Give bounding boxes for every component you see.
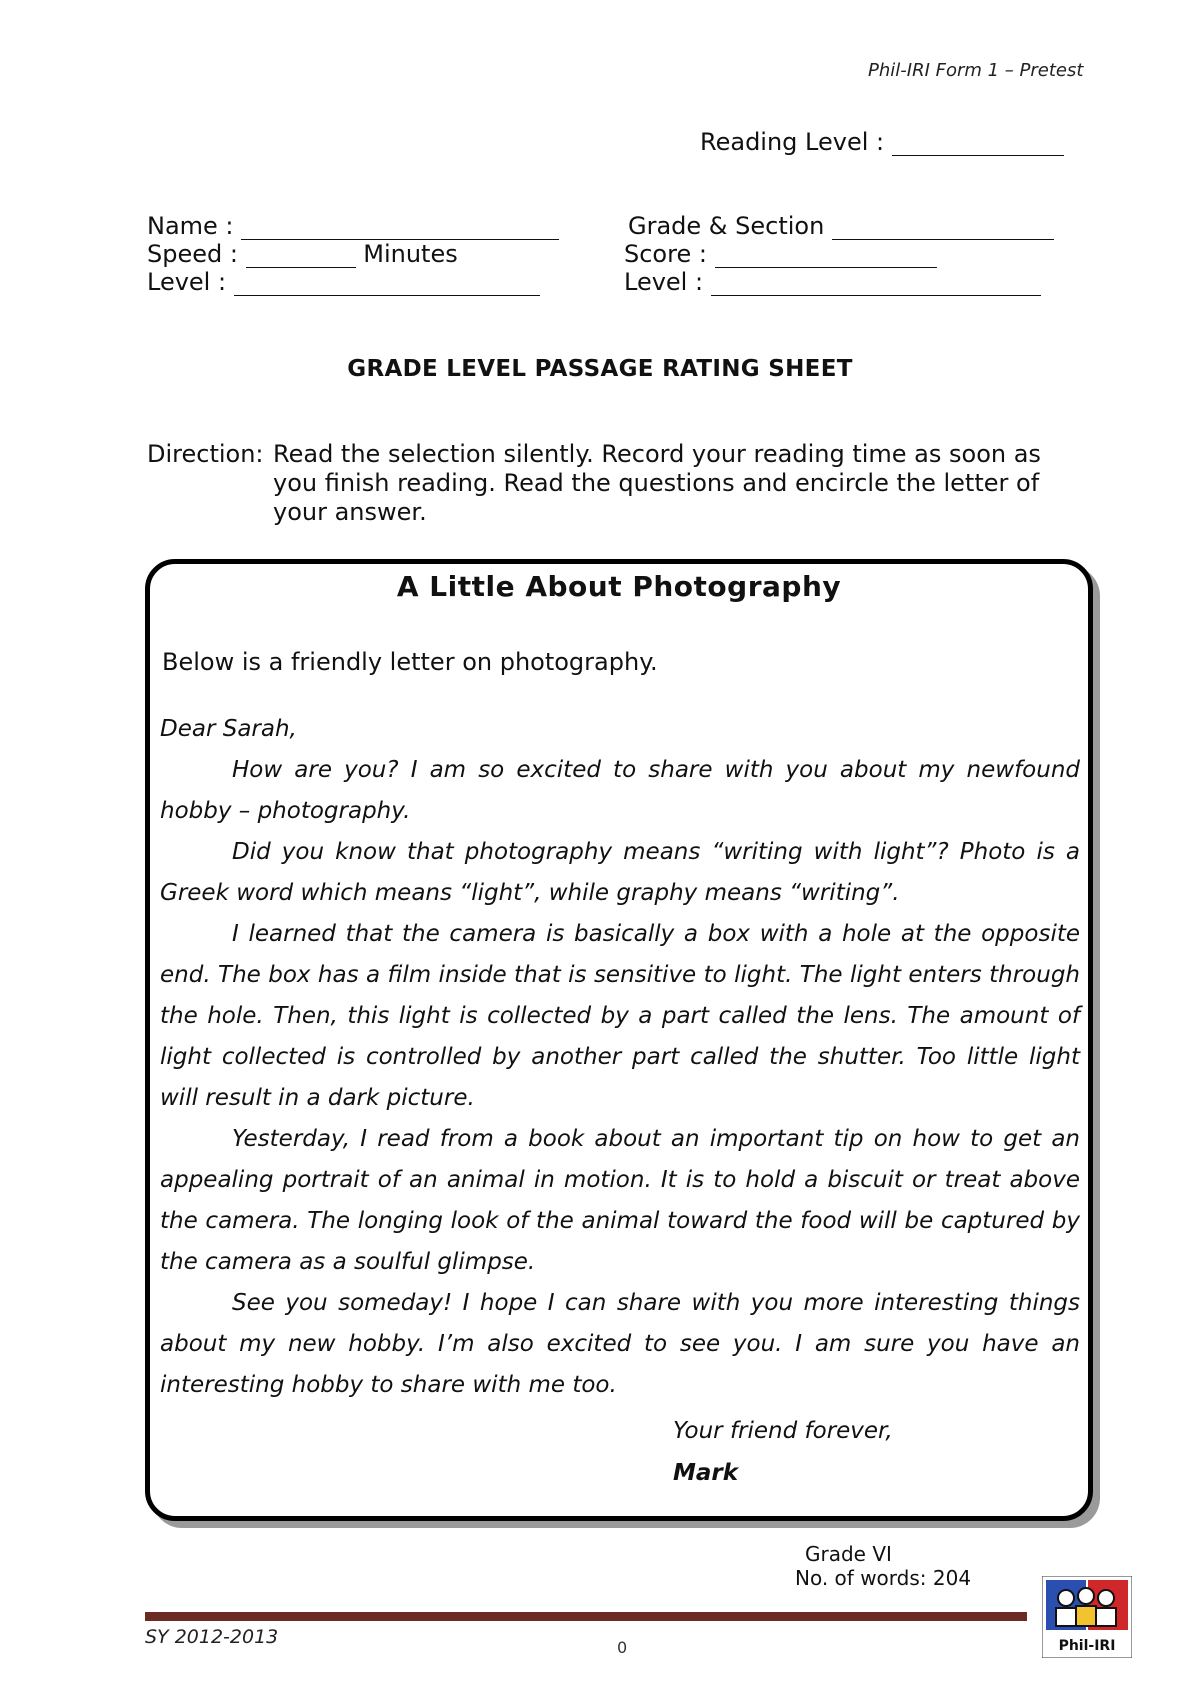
level-right-blank [711, 273, 1041, 296]
form-label: Phil-IRI Form 1 – Pretest [868, 60, 1084, 81]
phil-iri-logo [1042, 1576, 1132, 1658]
svg-text:Phil-IRI: Phil-IRI [1058, 1638, 1116, 1654]
level-left-field [147, 268, 540, 296]
letter-salutation: Dear Sarah, [160, 716, 297, 742]
letter-paragraph: How are you? I am so excited to share with you about my newfound hobby – photography. [160, 757, 1080, 824]
level-left-blank [234, 273, 540, 296]
reading-level-label: Reading Level : [700, 128, 885, 156]
page-number: 0 [617, 1638, 628, 1657]
direction-block [147, 440, 1077, 527]
score-label: Score : [624, 240, 707, 268]
page-title: GRADE LEVEL PASSAGE RATING SHEET [347, 356, 853, 382]
level-right-field [624, 268, 1041, 296]
passage-title: A Little About Photography [396, 570, 842, 603]
letter-body [160, 709, 1080, 1406]
direction-text: Read the selection silently. Record your reading time as soon as you finish reading. Read the questions and encircle the letter of your answer. [273, 440, 1041, 526]
letter-closing: Your friend forever, [673, 1418, 893, 1444]
footer-rule [145, 1612, 1027, 1621]
grade-label: Grade VI [805, 1542, 892, 1566]
score-blank [715, 245, 937, 268]
letter-signature: Mark [673, 1460, 739, 1486]
word-count: No. of words: 204 [795, 1566, 972, 1590]
name-blank [241, 217, 559, 240]
minutes-label: Minutes [363, 240, 458, 268]
reading-level-blank [892, 133, 1064, 156]
letter-paragraph: I learned that the camera is basically a box with a hole at the opposite end. The box has a film inside that is sensitive to light. The light enters through the hole. Then, this light is collected by a part called the lens. The amount of light collected is controlled by another part called the shutter. Too little light will result in a dark picture. [160, 921, 1080, 1111]
passage-intro: Below is a friendly letter on photography. [162, 648, 658, 676]
grade-section-label: Grade & Section [628, 212, 825, 240]
speed-field [147, 240, 458, 268]
grade-section-field [628, 212, 1054, 240]
name-field [147, 212, 559, 240]
speed-blank [246, 245, 356, 268]
name-label: Name : [147, 212, 234, 240]
phil-iri-logo-icon [1042, 1576, 1132, 1658]
letter-paragraph: Yesterday, I read from a book about an important tip on how to get an appealing portrait of an animal in motion. It is to hold a biscuit or treat above the camera. The longing look of the animal toward the food will be captured by the camera as a soulful glimpse. [160, 1126, 1080, 1275]
reading-level-field [700, 128, 1064, 156]
letter-paragraph: See you someday! I hope I can share with you more interesting things about my new hobby. I’m also excited to see you. I am sure you have an interesting hobby to share with me too. [160, 1290, 1080, 1398]
score-field [624, 240, 937, 268]
letter-paragraph: Did you know that photography means “writing with light”? Photo is a Greek word which means “light”, while graphy means “writing”. [160, 839, 1080, 906]
direction-label: Direction: [147, 440, 264, 468]
level-right-label: Level : [624, 268, 704, 296]
level-left-label: Level : [147, 268, 227, 296]
grade-section-blank [832, 217, 1054, 240]
school-year: SY 2012-2013 [145, 1626, 279, 1648]
speed-label: Speed : [147, 240, 238, 268]
